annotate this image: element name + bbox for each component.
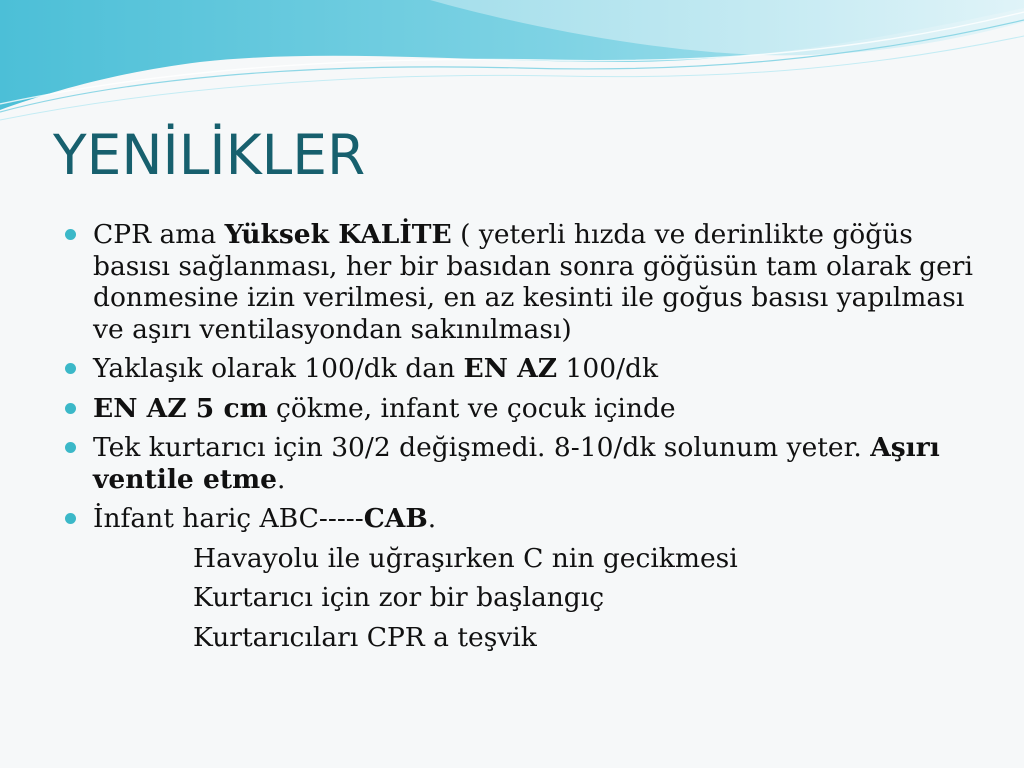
bullet-dot-icon <box>65 229 76 240</box>
sub-item-encourage-cpr: Kurtarıcıları CPR a teşvik <box>193 621 537 653</box>
bullet-dot-icon <box>65 363 76 374</box>
bullet-text-bold: Yüksek KALİTE <box>224 219 452 250</box>
bullet-list <box>65 219 985 661</box>
bullet-text-post: ( yeterli hızda ve derinlikte göğüs basısı sağlanması, her bir basıdan sonra göğüsün tam olarak geri donmesine izin verilmesi, en az kesinti ile goğus basısı yapılması ve aşırı ventilasyondan sakınılması) <box>93 219 973 345</box>
bullet-text-post: . <box>427 503 437 534</box>
bullet-text-bold: EN AZ 5 cm <box>93 392 268 424</box>
bullet-text-pre: İnfant hariç ABC----- <box>93 503 364 534</box>
header-wave-decoration <box>0 0 1024 130</box>
bullet-text-post: . <box>277 463 286 495</box>
bullet-text-pre: CPR ama <box>93 219 225 250</box>
bullet-text-post: çökme, infant ve çocuk içinde <box>267 392 676 424</box>
bullet-text-bold: CAB <box>363 503 428 534</box>
bullet-dot-icon <box>65 442 76 453</box>
slide-title: YENİLİKLER <box>53 123 366 187</box>
bullet-item-cab <box>65 503 985 535</box>
bullet-dot-icon <box>65 513 76 524</box>
bullet-text-bold: Aşırı ventile etme <box>93 432 940 495</box>
bullet-dot-icon <box>65 403 76 414</box>
bullet-text-bold: EN AZ <box>463 353 558 384</box>
bullet-item-ratio <box>65 432 985 495</box>
bullet-item-rate <box>65 353 985 385</box>
bullet-text-pre: Yaklaşık olarak 100/dk dan <box>93 353 464 384</box>
bullet-text-pre: Tek kurtarıcı için 30/2 değişmedi. 8-10/dk solunum yeter. <box>93 432 871 463</box>
sub-item-difficult-start: Kurtarıcı için zor bir başlangıç <box>193 582 605 613</box>
bullet-text-post: 100/dk <box>557 353 659 384</box>
bullet-item-depth <box>65 393 985 425</box>
sub-item-airway-delay: Havayolu ile uğraşırken C nin gecikmesi <box>193 542 738 574</box>
bullet-item-cpr-quality <box>65 219 985 345</box>
